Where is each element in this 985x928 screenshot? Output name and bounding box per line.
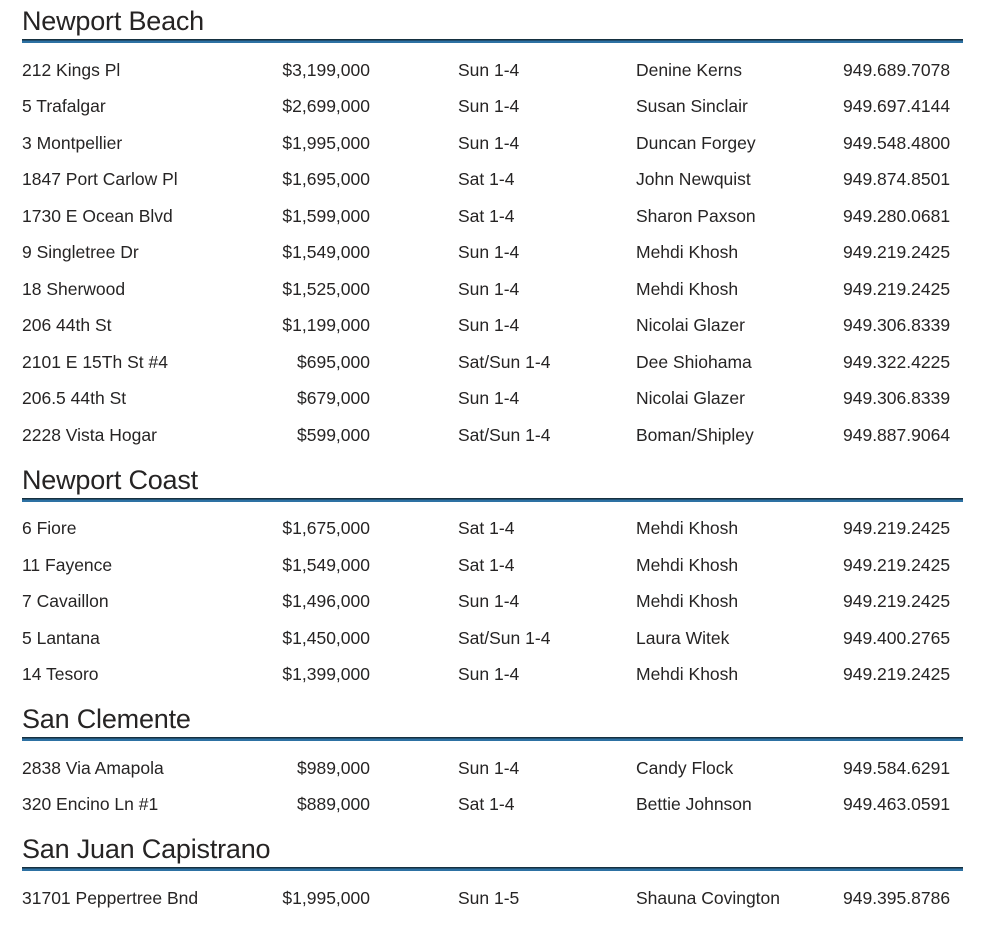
open-house-time: Sun 1-5 — [458, 887, 520, 908]
listing-row — [22, 584, 963, 621]
agent-name: Shauna Covington — [636, 887, 780, 908]
listing-address: 2101 E 15Th St #4 — [22, 351, 168, 372]
listing-address: 6 Fiore — [22, 518, 77, 538]
agent-name: Mehdi Khosh — [636, 278, 739, 299]
city-section — [22, 704, 963, 823]
listing-row — [22, 271, 963, 308]
agent-phone: 949.463.0591 — [843, 794, 951, 814]
listing-price: $1,995,000 — [282, 887, 370, 908]
section-underline — [22, 737, 963, 741]
agent-name: Boman/Shipley — [636, 424, 754, 445]
agent-name: Mehdi Khosh — [636, 554, 739, 575]
listing-row — [22, 381, 963, 418]
listing-price: $1,450,000 — [282, 627, 370, 648]
agent-name: Laura Witek — [636, 627, 730, 648]
agent-name: Candy Flock — [636, 757, 734, 778]
listing-address: 212 Kings Pl — [22, 59, 121, 80]
agent-name: Sharon Paxson — [636, 205, 756, 226]
listing-address: 7 Cavaillon — [22, 591, 109, 611]
listing-address: 31701 Peppertree Bnd — [22, 887, 199, 908]
city-title: Newport Coast — [22, 464, 198, 495]
listing-address: 2228 Vista Hogar — [22, 424, 157, 445]
agent-phone: 949.395.8786 — [843, 887, 951, 908]
listing-address: 18 Sherwood — [22, 278, 126, 299]
open-house-time: Sat/Sun 1-4 — [458, 424, 551, 445]
listing-rows — [22, 511, 963, 694]
listing-address: 320 Encino Ln #1 — [22, 794, 159, 814]
listing-price: $679,000 — [297, 388, 370, 408]
listing-price: $3,199,000 — [282, 59, 370, 80]
agent-name: Mehdi Khosh — [636, 591, 739, 611]
listing-price: $1,675,000 — [282, 518, 370, 538]
open-house-time: Sat/Sun 1-4 — [458, 351, 551, 372]
agent-name: Nicolai Glazer — [636, 388, 745, 408]
open-house-time: Sun 1-4 — [458, 388, 520, 408]
agent-name: John Newquist — [636, 169, 751, 189]
listing-row — [22, 787, 963, 824]
listing-rows — [22, 880, 963, 917]
listing-address: 14 Tesoro — [22, 664, 99, 684]
open-house-time: Sun 1-4 — [458, 591, 520, 611]
city-section — [22, 465, 963, 694]
agent-phone: 949.584.6291 — [843, 757, 951, 778]
listing-row — [22, 125, 963, 162]
agent-name: Denine Kerns — [636, 59, 743, 80]
listing-address: 1847 Port Carlow Pl — [22, 169, 178, 189]
city-section — [22, 6, 963, 454]
agent-phone: 949.887.9064 — [843, 424, 951, 445]
agent-phone: 949.697.4144 — [843, 96, 951, 116]
agent-phone: 949.689.7078 — [843, 59, 951, 80]
agent-name: Nicolai Glazer — [636, 315, 745, 335]
agent-name: Mehdi Khosh — [636, 664, 739, 684]
listing-row — [22, 162, 963, 199]
open-house-time: Sun 1-4 — [458, 757, 520, 778]
city-title: Newport Beach — [22, 6, 204, 36]
agent-phone: 949.219.2425 — [843, 554, 951, 575]
listing-address: 5 Lantana — [22, 627, 100, 648]
section-underline — [22, 867, 963, 871]
agent-name: Bettie Johnson — [636, 794, 752, 814]
agent-phone: 949.306.8339 — [843, 388, 951, 408]
listing-rows — [22, 750, 963, 823]
agent-phone: 949.219.2425 — [843, 518, 951, 538]
city-title: San Juan Capistrano — [22, 834, 271, 864]
listing-row — [22, 750, 963, 787]
open-house-time: Sun 1-4 — [458, 96, 520, 116]
listing-price: $989,000 — [297, 757, 370, 778]
city-section — [22, 834, 963, 917]
listing-price: $1,549,000 — [282, 554, 370, 575]
listing-row — [22, 417, 963, 454]
listing-price: $1,199,000 — [282, 315, 370, 335]
open-house-time: Sun 1-4 — [458, 242, 520, 262]
listing-row — [22, 511, 963, 548]
open-house-time: Sat 1-4 — [458, 205, 515, 226]
listing-row — [22, 620, 963, 657]
listing-address: 1730 E Ocean Blvd — [22, 205, 173, 226]
listing-row — [22, 657, 963, 694]
listing-address: 2838 Via Amapola — [22, 757, 164, 778]
listing-row — [22, 308, 963, 345]
listing-address: 9 Singletree Dr — [22, 242, 139, 262]
agent-phone: 949.280.0681 — [843, 205, 951, 226]
section-underline — [22, 39, 963, 43]
listing-price: $1,549,000 — [282, 242, 370, 262]
listing-address: 206 44th St — [22, 315, 112, 335]
listing-price: $889,000 — [297, 794, 370, 814]
listing-price: $1,995,000 — [282, 132, 370, 153]
agent-name: Mehdi Khosh — [636, 518, 739, 538]
listing-price: $1,695,000 — [282, 169, 370, 189]
listing-row — [22, 344, 963, 381]
agent-phone: 949.874.8501 — [843, 169, 951, 189]
listing-row — [22, 547, 963, 584]
listing-address: 11 Fayence — [22, 554, 113, 575]
listing-row — [22, 880, 963, 917]
open-house-time: Sun 1-4 — [458, 132, 520, 153]
agent-phone: 949.306.8339 — [843, 315, 951, 335]
agent-phone: 949.400.2765 — [843, 627, 951, 648]
agent-name: Susan Sinclair — [636, 96, 748, 116]
listing-row — [22, 52, 963, 89]
listing-price: $1,399,000 — [282, 664, 370, 684]
listing-price: $599,000 — [297, 424, 370, 445]
agent-name: Mehdi Khosh — [636, 242, 739, 262]
agent-name: Dee Shiohama — [636, 351, 752, 372]
open-house-time: Sat 1-4 — [458, 518, 515, 538]
open-house-time: Sun 1-4 — [458, 315, 520, 335]
open-house-time: Sun 1-4 — [458, 664, 520, 684]
agent-name: Duncan Forgey — [636, 132, 756, 153]
listing-rows — [22, 52, 963, 454]
listing-row — [22, 89, 963, 126]
agent-phone: 949.322.4225 — [843, 351, 951, 372]
city-title: San Clemente — [22, 704, 191, 734]
open-house-time: Sat 1-4 — [458, 794, 515, 814]
listing-price: $1,525,000 — [282, 278, 370, 299]
agent-phone: 949.548.4800 — [843, 132, 951, 153]
agent-phone: 949.219.2425 — [843, 664, 951, 684]
listing-address: 3 Montpellier — [22, 132, 123, 153]
open-house-time: Sun 1-4 — [458, 59, 520, 80]
listing-address: 206.5 44th St — [22, 388, 127, 408]
listing-price: $1,496,000 — [282, 591, 370, 611]
listing-row — [22, 198, 963, 235]
open-house-listing-document — [22, 6, 963, 917]
open-house-time: Sat/Sun 1-4 — [458, 627, 551, 648]
listing-price: $2,699,000 — [282, 96, 370, 116]
listing-price: $695,000 — [297, 351, 370, 372]
agent-phone: 949.219.2425 — [843, 278, 951, 299]
agent-phone: 949.219.2425 — [843, 591, 951, 611]
open-house-time: Sat 1-4 — [458, 554, 515, 575]
listing-price: $1,599,000 — [282, 205, 370, 226]
listing-row — [22, 235, 963, 272]
section-underline — [22, 498, 963, 502]
listing-address: 5 Trafalgar — [22, 96, 106, 116]
open-house-time: Sun 1-4 — [458, 278, 520, 299]
open-house-time: Sat 1-4 — [458, 169, 515, 189]
agent-phone: 949.219.2425 — [843, 242, 951, 262]
